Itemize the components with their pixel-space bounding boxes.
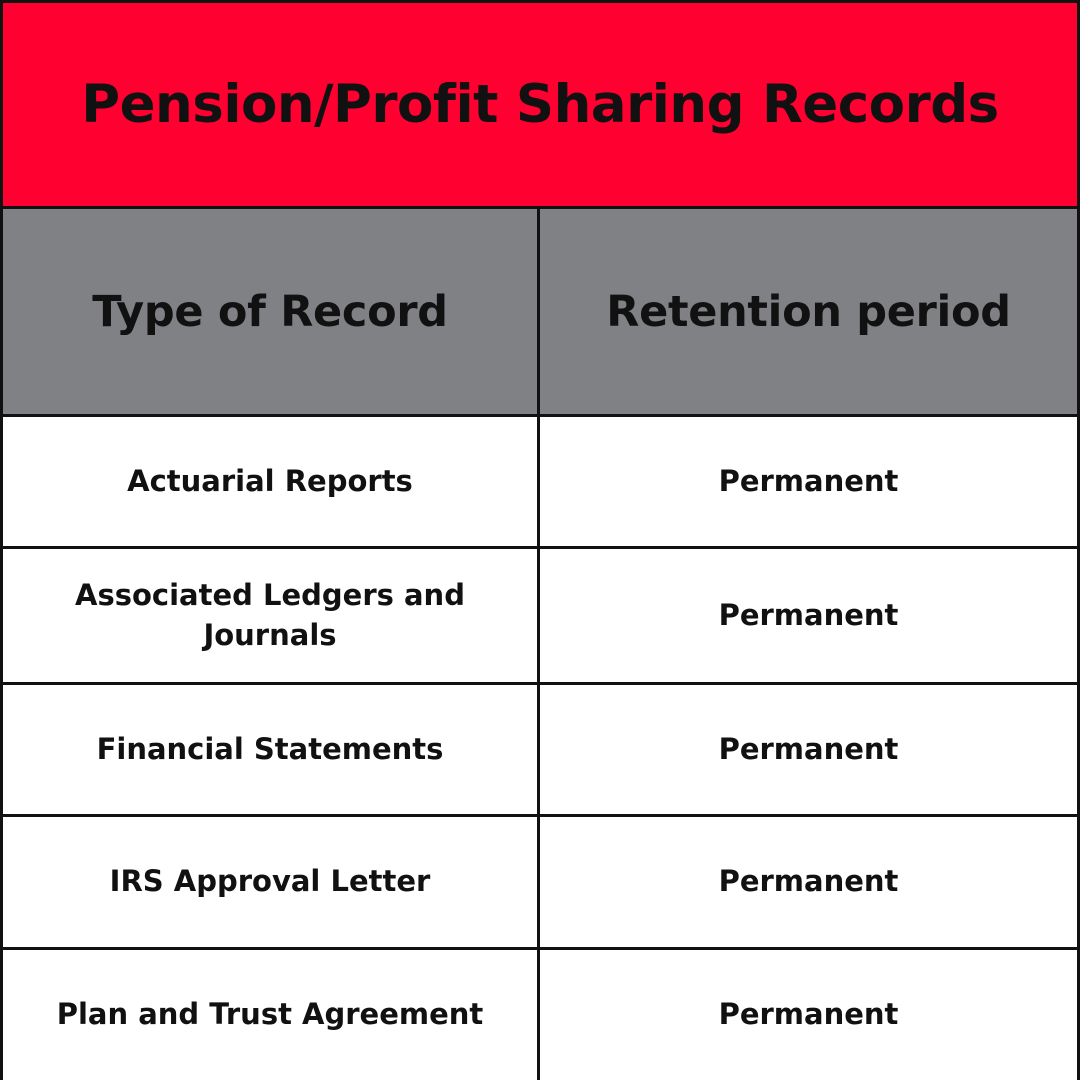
record-type-cell: Plan and Trust Agreement bbox=[3, 950, 540, 1080]
table-row bbox=[3, 417, 1077, 549]
retention-period-cell: Permanent bbox=[718, 997, 899, 1032]
table-header-row bbox=[3, 209, 1077, 417]
title-bar bbox=[3, 3, 1077, 209]
record-type-cell: Actuarial Reports bbox=[3, 417, 540, 546]
page-title: Pension/Profit Sharing Records bbox=[81, 74, 999, 135]
record-type-cell: Associated Ledgers and Journals bbox=[3, 549, 540, 682]
retention-period-cell: Permanent bbox=[718, 731, 899, 766]
column-header-type: Type of Record bbox=[3, 209, 540, 414]
table-row bbox=[3, 549, 1077, 685]
table-row bbox=[3, 950, 1077, 1080]
retention-period-cell: Permanent bbox=[718, 864, 899, 899]
table-row bbox=[3, 817, 1077, 950]
retention-period-cell: Permanent bbox=[718, 463, 899, 498]
retention-period-cell: Permanent bbox=[718, 597, 899, 632]
column-header-retention: Retention period bbox=[606, 286, 1011, 337]
record-type-cell: IRS Approval Letter bbox=[3, 817, 540, 947]
table-row bbox=[3, 685, 1077, 817]
record-type-cell: Financial Statements bbox=[3, 685, 540, 814]
records-table bbox=[3, 209, 1077, 1080]
